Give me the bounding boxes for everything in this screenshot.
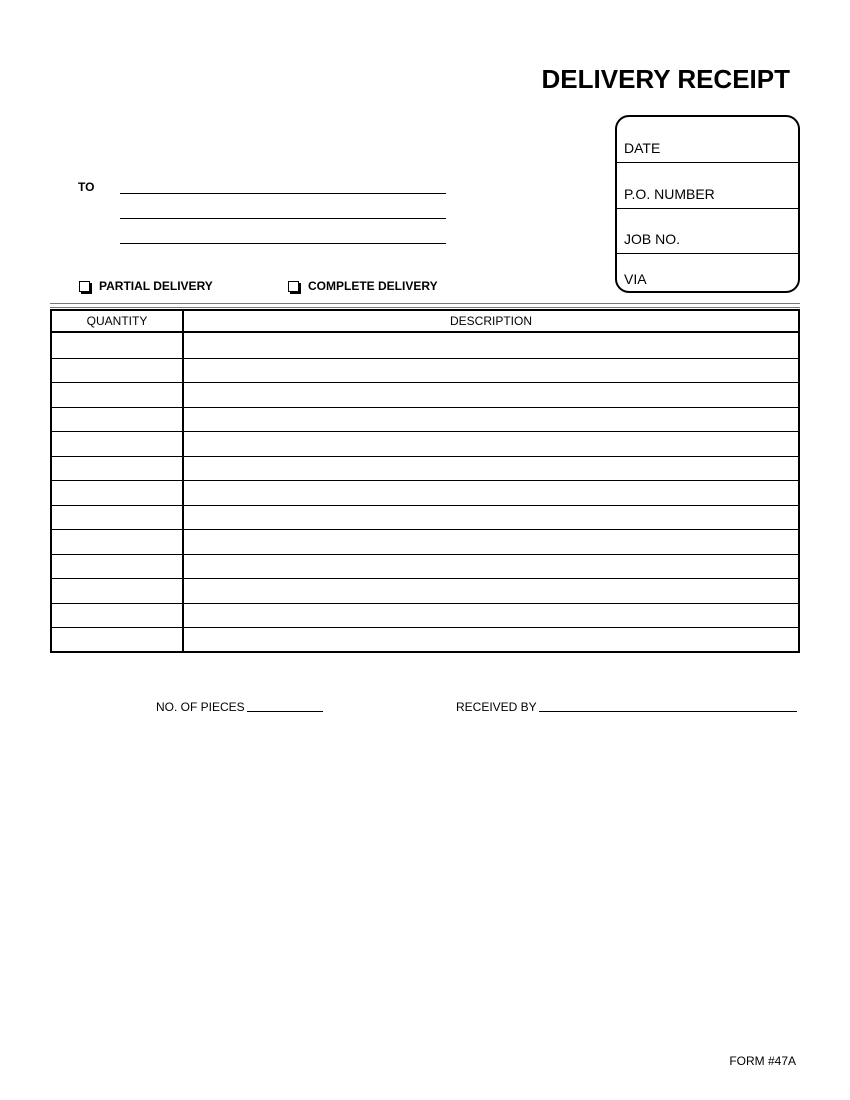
checkbox-icon (288, 281, 299, 292)
checkbox-icon (79, 281, 90, 292)
table-row-line (52, 554, 798, 555)
to-label: TO (78, 180, 95, 194)
po-number-label: P.O. NUMBER (624, 186, 715, 202)
job-number-field[interactable] (617, 208, 798, 254)
date-label: DATE (624, 140, 661, 156)
pieces-line[interactable] (247, 711, 323, 712)
to-address-line-2[interactable] (120, 218, 446, 219)
table-row-line (52, 456, 798, 457)
complete-delivery-checkbox[interactable] (288, 279, 438, 293)
section-divider (50, 303, 800, 308)
date-field[interactable] (617, 117, 798, 163)
form-number: FORM #47A (729, 1054, 796, 1068)
to-address-line-1[interactable] (120, 193, 446, 194)
via-label: VIA (624, 271, 647, 287)
received-by-line[interactable] (539, 711, 797, 712)
table-row-line (52, 480, 798, 481)
table-row-line (52, 529, 798, 530)
partial-delivery-label: PARTIAL DELIVERY (99, 279, 213, 293)
complete-delivery-label: COMPLETE DELIVERY (308, 279, 438, 293)
via-field[interactable] (617, 253, 798, 291)
pieces-label: NO. OF PIECES (156, 700, 245, 714)
table-row-line (52, 505, 798, 506)
table-header (52, 311, 798, 333)
table-row-line (52, 603, 798, 604)
document-title: DELIVERY RECEIPT (541, 64, 790, 94)
pieces-field[interactable] (156, 700, 323, 714)
received-by-label: RECEIVED BY (456, 700, 537, 714)
to-address-line-3[interactable] (120, 243, 446, 244)
table-row-line (52, 358, 798, 359)
description-header: DESCRIPTION (449, 314, 532, 328)
info-box (615, 115, 800, 293)
received-by-field[interactable] (456, 700, 797, 714)
partial-delivery-checkbox[interactable] (79, 279, 213, 293)
table-row-line (52, 627, 798, 628)
table-row-line (52, 407, 798, 408)
items-table (50, 309, 800, 653)
table-row-line (52, 578, 798, 579)
table-row-line (52, 431, 798, 432)
po-number-field[interactable] (617, 163, 798, 209)
table-row-line (52, 382, 798, 383)
quantity-header: QUANTITY (86, 314, 148, 328)
job-number-label: JOB NO. (624, 231, 681, 247)
